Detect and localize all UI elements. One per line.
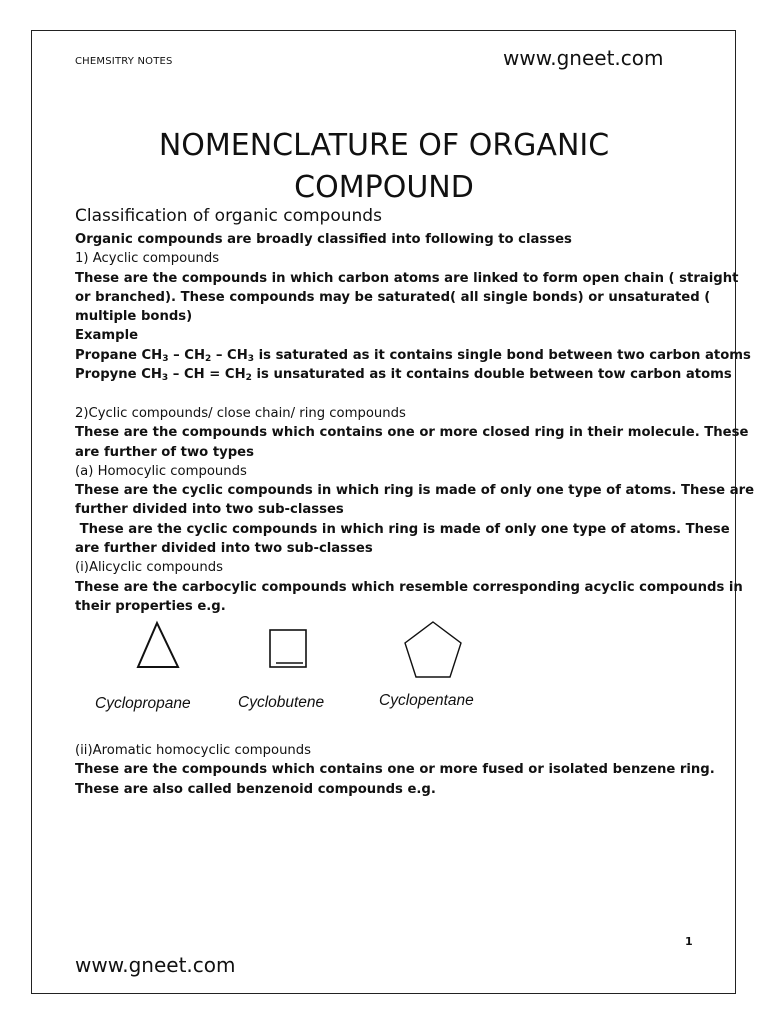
cyclobutene-square-icon (266, 626, 310, 672)
acyclic-heading: 1) Acyclic compounds (75, 251, 220, 267)
acyclic-section (75, 230, 751, 384)
aromatic-line1: These are the compounds which contains one or more fused or isolated benzene ring. (75, 762, 715, 778)
cyclic-heading: 2)Cyclic compounds/ close chain/ ring compounds (75, 406, 406, 421)
homocyclic-line3: These are the cyclic compounds in which ring is made of only one type of atoms. These (75, 521, 730, 537)
example-label: Example (75, 328, 139, 344)
cyclopentane-pentagon-icon (400, 618, 466, 682)
footer-website: www.gneet.com (75, 953, 236, 977)
propane-example: Propane $CH_3 - CH_2 - CH_3$ is saturated as it contains single bond between two carbon atoms (75, 347, 751, 364)
homocyclic-heading: (a) Homocylic compounds (75, 463, 247, 479)
acyclic-desc-line2: or branched). These compounds may be saturated( all single bonds) or unsaturated ( (75, 289, 711, 305)
page-number: 1 (685, 935, 693, 948)
cyclic-section (75, 404, 755, 616)
classification-intro: Organic compounds are broadly classified into following to classes (75, 232, 572, 247)
cyclic-desc-line1: These are the compounds which contains one or more closed ring in their molecule. These (75, 425, 749, 441)
section-heading: Classification of organic compounds (75, 206, 382, 226)
cyclopentane-label: Cyclopentane (379, 692, 474, 709)
alicyclic-heading: (i)Alicyclic compounds (75, 560, 223, 576)
homocyclic-line1: These are the cyclic compounds in which ring is made of only one type of atoms. These are (75, 483, 755, 499)
alicyclic-line1: These are the carbocylic compounds which resemble corresponding acyclic compounds in (75, 579, 743, 595)
cyclopropane-label: Cyclopropane (95, 695, 191, 712)
page-title-line2: COMPOUND (294, 170, 474, 205)
acyclic-desc-line1: These are the compounds in which carbon atoms are linked to form open chain ( straight (75, 270, 739, 286)
aromatic-heading: (ii)Aromatic homocyclic compounds (75, 743, 312, 758)
header-subject-label: CHEMSITRY NOTES (75, 56, 173, 67)
cyclic-desc-line2: are further of two types (75, 444, 254, 460)
cyclobutene-label: Cyclobutene (238, 694, 325, 711)
homocyclic-line2: further divided into two sub-classes (75, 502, 344, 518)
aromatic-section (75, 741, 715, 799)
propyne-example: Propyne $CH_3$ – CH = $CH_2$ is unsaturated as it contains double between tow carbon atoms (75, 367, 732, 384)
cyclopropane-triangle-icon (130, 618, 186, 672)
aromatic-line2: These are also called benzenoid compounds e.g. (75, 781, 436, 797)
homocyclic-line4: are further divided into two sub-classes (75, 541, 373, 557)
acyclic-desc-line3: multiple bonds) (75, 309, 193, 325)
page-title-line1: NOMENCLATURE OF ORGANIC (158, 128, 610, 163)
alicyclic-line2: their properties e.g. (75, 598, 226, 614)
header-website: www.gneet.com (503, 46, 664, 70)
